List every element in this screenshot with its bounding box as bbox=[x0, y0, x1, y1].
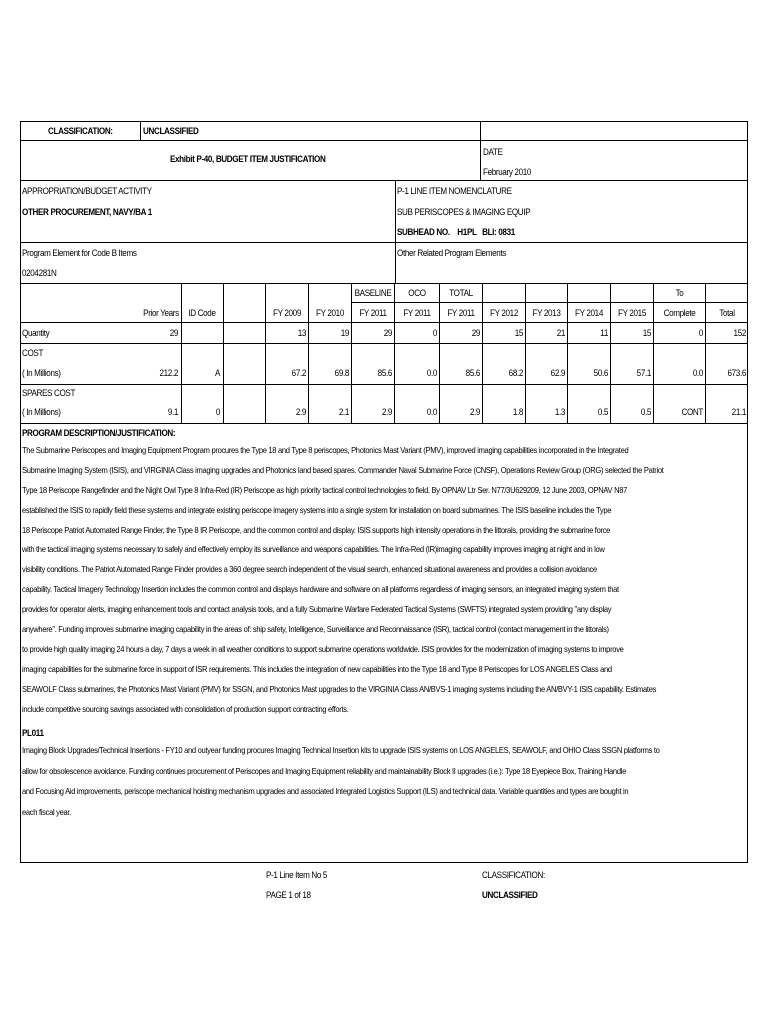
rule bbox=[482, 283, 483, 423]
classification-value: UNCLASSIFIED bbox=[143, 126, 199, 136]
table-cell: 0 bbox=[432, 328, 437, 338]
rule bbox=[181, 283, 182, 423]
col-header-oco: OCO bbox=[408, 288, 426, 298]
footer-line-item: P-1 Line Item No 5 bbox=[266, 870, 328, 880]
rule bbox=[351, 283, 352, 423]
description-line: Submarine Imaging System (ISIS), and VIRGINIA Class imaging upgrades and Photonics land based spares. Commander Naval Submarine Force (CNSF), Operations Review Group (ORG) selected the Patriot bbox=[22, 464, 664, 475]
table-cell: 1.3 bbox=[554, 407, 565, 417]
table-cell: 0.0 bbox=[426, 407, 437, 417]
rule bbox=[20, 140, 748, 141]
col-header-to: To bbox=[675, 288, 684, 298]
table-cell: 57.1 bbox=[636, 368, 651, 378]
exhibit-title: Exhibit P-40, BUDGET ITEM JUSTIFICATION bbox=[170, 154, 326, 164]
description-line: anywhere". Funding improves submarine imaging capability in the areas of: ship safety, Intelligence, Surveillance and Reconnaissance (ISR), tactical control (contact management in the littorals) bbox=[22, 624, 609, 635]
description-line: Type 18 Periscope Rangefinder and the Night Owl Type 8 Infra-Red (IR) Periscope as high priority tactical control technologies to field. By OPNAV Ltr Ser. N77/3U629209, 12 June 2003, OPNAV N87 bbox=[22, 484, 628, 495]
col-header-baseline: BASELINE bbox=[354, 288, 392, 298]
col-header-fy2011-baseline: FY 2011 bbox=[359, 308, 387, 318]
table-cell: 19 bbox=[340, 328, 349, 338]
description-line: with the tactical imaging systems necessary to safely and effectively employ its surveillance and weapons capabilities. The Infra-Red (IR)imaging capability improves imaging at night and in low bbox=[22, 544, 605, 555]
description-line: visibility conditions. The Patriot Automated Range Finder provides a 360 degree search independent of the visual search, enhanced situational awareness and provides a collision avoidance bbox=[22, 564, 597, 575]
table-cell: 0.5 bbox=[640, 407, 651, 417]
description-line: capability. Tactical Imagery Technology Insertion includes the common control and displays hardware and software on all platforms regardless of imaging sensors, an integrated imaging system that bbox=[22, 584, 619, 595]
table-cell: 29 bbox=[169, 328, 178, 338]
rule bbox=[439, 283, 440, 423]
table-cell: 673.6 bbox=[727, 368, 746, 378]
description-line: imaging capabilities for the submarine force in support of ISR requirements. This includes the integration of new capabilities into the Type 18 and Type 8 Periscopes for LOS ANGELES Class and bbox=[22, 663, 612, 674]
col-header-fy2009: FY 2009 bbox=[273, 308, 301, 318]
footer-classification-value: UNCLASSIFIED bbox=[482, 890, 538, 900]
table-cell: CONT bbox=[681, 407, 703, 417]
description-line: to provide high quality imaging 24 hours a day, 7 days a week in all weather conditions to support submarine operations worldwide. ISIS provides for the modernization of imaging systems to improve bbox=[22, 643, 624, 654]
col-header-fy2015: FY 2015 bbox=[618, 308, 646, 318]
rule bbox=[525, 283, 526, 423]
pl011-heading: PL011 bbox=[22, 728, 44, 738]
rule bbox=[20, 283, 748, 284]
col-header-fy2010: FY 2010 bbox=[316, 308, 344, 318]
rule bbox=[308, 283, 309, 423]
col-header-id-code: ID Code bbox=[188, 308, 216, 318]
rule bbox=[705, 283, 706, 423]
table-cell: 29 bbox=[471, 328, 480, 338]
rule bbox=[265, 283, 266, 423]
col-header-fy2014: FY 2014 bbox=[575, 308, 603, 318]
table-cell: 2.9 bbox=[295, 407, 306, 417]
rule bbox=[653, 283, 654, 423]
table-cell: 21 bbox=[556, 328, 565, 338]
rule bbox=[394, 283, 395, 423]
rule bbox=[20, 423, 748, 424]
description-line: provides for operator alerts, imaging enhancement tools and contact analysis tools, and a fully Submarine Warfare Federated Tactical Systems (SWFTS) integrated system providing "any display bbox=[22, 604, 612, 615]
table-cell: A bbox=[214, 368, 220, 378]
table-cell: 0 bbox=[698, 328, 703, 338]
table-cell: 152 bbox=[733, 328, 746, 338]
col-header-complete: Complete bbox=[663, 308, 696, 318]
table-cell: 29 bbox=[383, 328, 392, 338]
pl011-line: and Focusing Aid improvements, periscope mechanical hoisting mechanism upgrades and associated Integrated Logistics Support (ILS) and technical data. Variable quantities and types are bought in bbox=[22, 786, 629, 797]
table-cell: 0 bbox=[215, 407, 220, 417]
table-cell: 21.1 bbox=[731, 407, 746, 417]
rule bbox=[351, 302, 748, 303]
table-cell: 15 bbox=[514, 328, 523, 338]
row-label-cost: COST bbox=[22, 348, 44, 358]
col-header-total: Total bbox=[719, 308, 735, 318]
related-elements-label: Other Related Program Elements bbox=[397, 248, 506, 258]
description-body bbox=[22, 441, 664, 719]
table-cell: 85.6 bbox=[377, 368, 392, 378]
program-element-label: Program Element for Code B Items bbox=[22, 248, 137, 258]
table-cell: 67.2 bbox=[291, 368, 306, 378]
rule bbox=[395, 180, 396, 283]
row-label-spares-units: ( In Millions) bbox=[22, 407, 61, 417]
description-line: The Submarine Periscopes and Imaging Equipment Program procures the Type 18 and Type 8 periscopes, Photonics Mast Variant (PMV), improved imaging capabilities incorporated in the Integrated bbox=[22, 445, 629, 455]
footer-page-number: PAGE 1 of 18 bbox=[266, 890, 311, 900]
col-header-fy2011-total: FY 2011 bbox=[447, 308, 475, 318]
appropriation-label: APPROPRIATION/BUDGET ACTIVITY bbox=[22, 186, 152, 196]
appropriation-value: OTHER PROCUREMENT, NAVY/BA 1 bbox=[22, 207, 152, 217]
classification-label: CLASSIFICATION: bbox=[48, 126, 113, 136]
footer-classification-label: CLASSIFICATION: bbox=[482, 870, 545, 880]
pl011-line: Imaging Block Upgrades/Technical Insertions - FY10 and outyear funding procures Imaging Technical Insertion kits to upgrade ISIS systems on LOS ANGELES, SEAWOLF, and OHIO Class SSGN platforms to bbox=[22, 745, 660, 755]
pl011-body bbox=[22, 740, 660, 822]
row-label-cost-units: ( In Millions) bbox=[22, 368, 61, 378]
table-cell: 1.8 bbox=[512, 407, 523, 417]
col-header-fy2013: FY 2013 bbox=[532, 308, 561, 318]
table-cell: 68.2 bbox=[508, 368, 523, 378]
rule bbox=[140, 121, 141, 140]
table-cell: 85.6 bbox=[465, 368, 480, 378]
date-label: DATE bbox=[483, 147, 503, 157]
rule bbox=[480, 121, 481, 180]
table-cell: 62.9 bbox=[550, 368, 565, 378]
row-label-quantity: Quantity bbox=[22, 328, 50, 338]
line-item-value: SUB PERISCOPES & IMAGING EQUIP bbox=[397, 207, 531, 217]
table-cell: 2.1 bbox=[338, 407, 349, 417]
rule bbox=[223, 283, 224, 423]
col-header-prior-years: Prior Years bbox=[143, 308, 179, 318]
table-cell: 2.9 bbox=[381, 407, 392, 417]
table-cell: 0.5 bbox=[597, 407, 608, 417]
table-cell: 0.0 bbox=[426, 368, 437, 378]
table-cell: 50.6 bbox=[593, 368, 608, 378]
rule bbox=[20, 343, 748, 344]
program-element-value: 0204281N bbox=[22, 268, 57, 278]
col-header-total-fy2011: TOTAL bbox=[449, 288, 473, 298]
table-cell: 11 bbox=[600, 328, 608, 338]
date-value: February 2010 bbox=[483, 167, 532, 177]
pl011-line: each fiscal year. bbox=[22, 806, 71, 817]
table-cell: 15 bbox=[642, 328, 651, 338]
table-cell: 0.0 bbox=[692, 368, 703, 378]
rule bbox=[20, 384, 748, 385]
table-cell: 9.1 bbox=[167, 407, 178, 417]
table-cell: 13 bbox=[297, 328, 306, 338]
rule bbox=[20, 322, 748, 323]
rule bbox=[20, 180, 748, 181]
row-label-spares-cost: SPARES COST bbox=[22, 388, 76, 398]
table-cell: 212.2 bbox=[159, 368, 178, 378]
col-header-fy2012: FY 2012 bbox=[490, 308, 518, 318]
subhead-number: SUBHEAD NO. H1PL BLI: 0831 bbox=[397, 227, 515, 237]
line-item-label: P-1 LINE ITEM NOMENCLATURE bbox=[397, 186, 512, 196]
description-heading: PROGRAM DESCRIPTION/JUSTIFICATION: bbox=[22, 428, 176, 438]
rule bbox=[20, 242, 748, 243]
table-cell: 69.8 bbox=[334, 368, 349, 378]
description-line: 18 Periscope Patriot Automated Range Finder, the Type 8 IR Periscope, and the common control and display. ISIS supports high intensity operations in the littorals, providing the submarine force bbox=[22, 524, 611, 535]
table-cell: 2.9 bbox=[469, 407, 480, 417]
pl011-line: allow for obsolescence avoidance. Funding continues procurement of Periscopes and Imaging Equipment reliability and maintainability Block II upgrades (i.e.): Type 18 Eyepiece Box, Training Handle bbox=[22, 765, 627, 776]
description-line: SEAWOLF Class submarines, the Photonics Mast Variant (PMV) for SSGN, and Photonics Mast upgrades to the VIRGINIA Class AN/BVS-1 imaging systems including the AN/BVY-1 ISIS capability. Estimates bbox=[22, 683, 657, 694]
rule bbox=[610, 283, 611, 423]
col-header-fy2011-oco: FY 2011 bbox=[403, 308, 431, 318]
description-line: include competitive sourcing savings associated with consolidation of production support contracting efforts. bbox=[22, 703, 349, 714]
description-line: established the ISIS to rapidly field these systems and integrate existing periscope imagery systems into a single system for installation on board submarines. The ISIS baseline includes the Type bbox=[22, 504, 612, 515]
rule bbox=[567, 283, 568, 423]
